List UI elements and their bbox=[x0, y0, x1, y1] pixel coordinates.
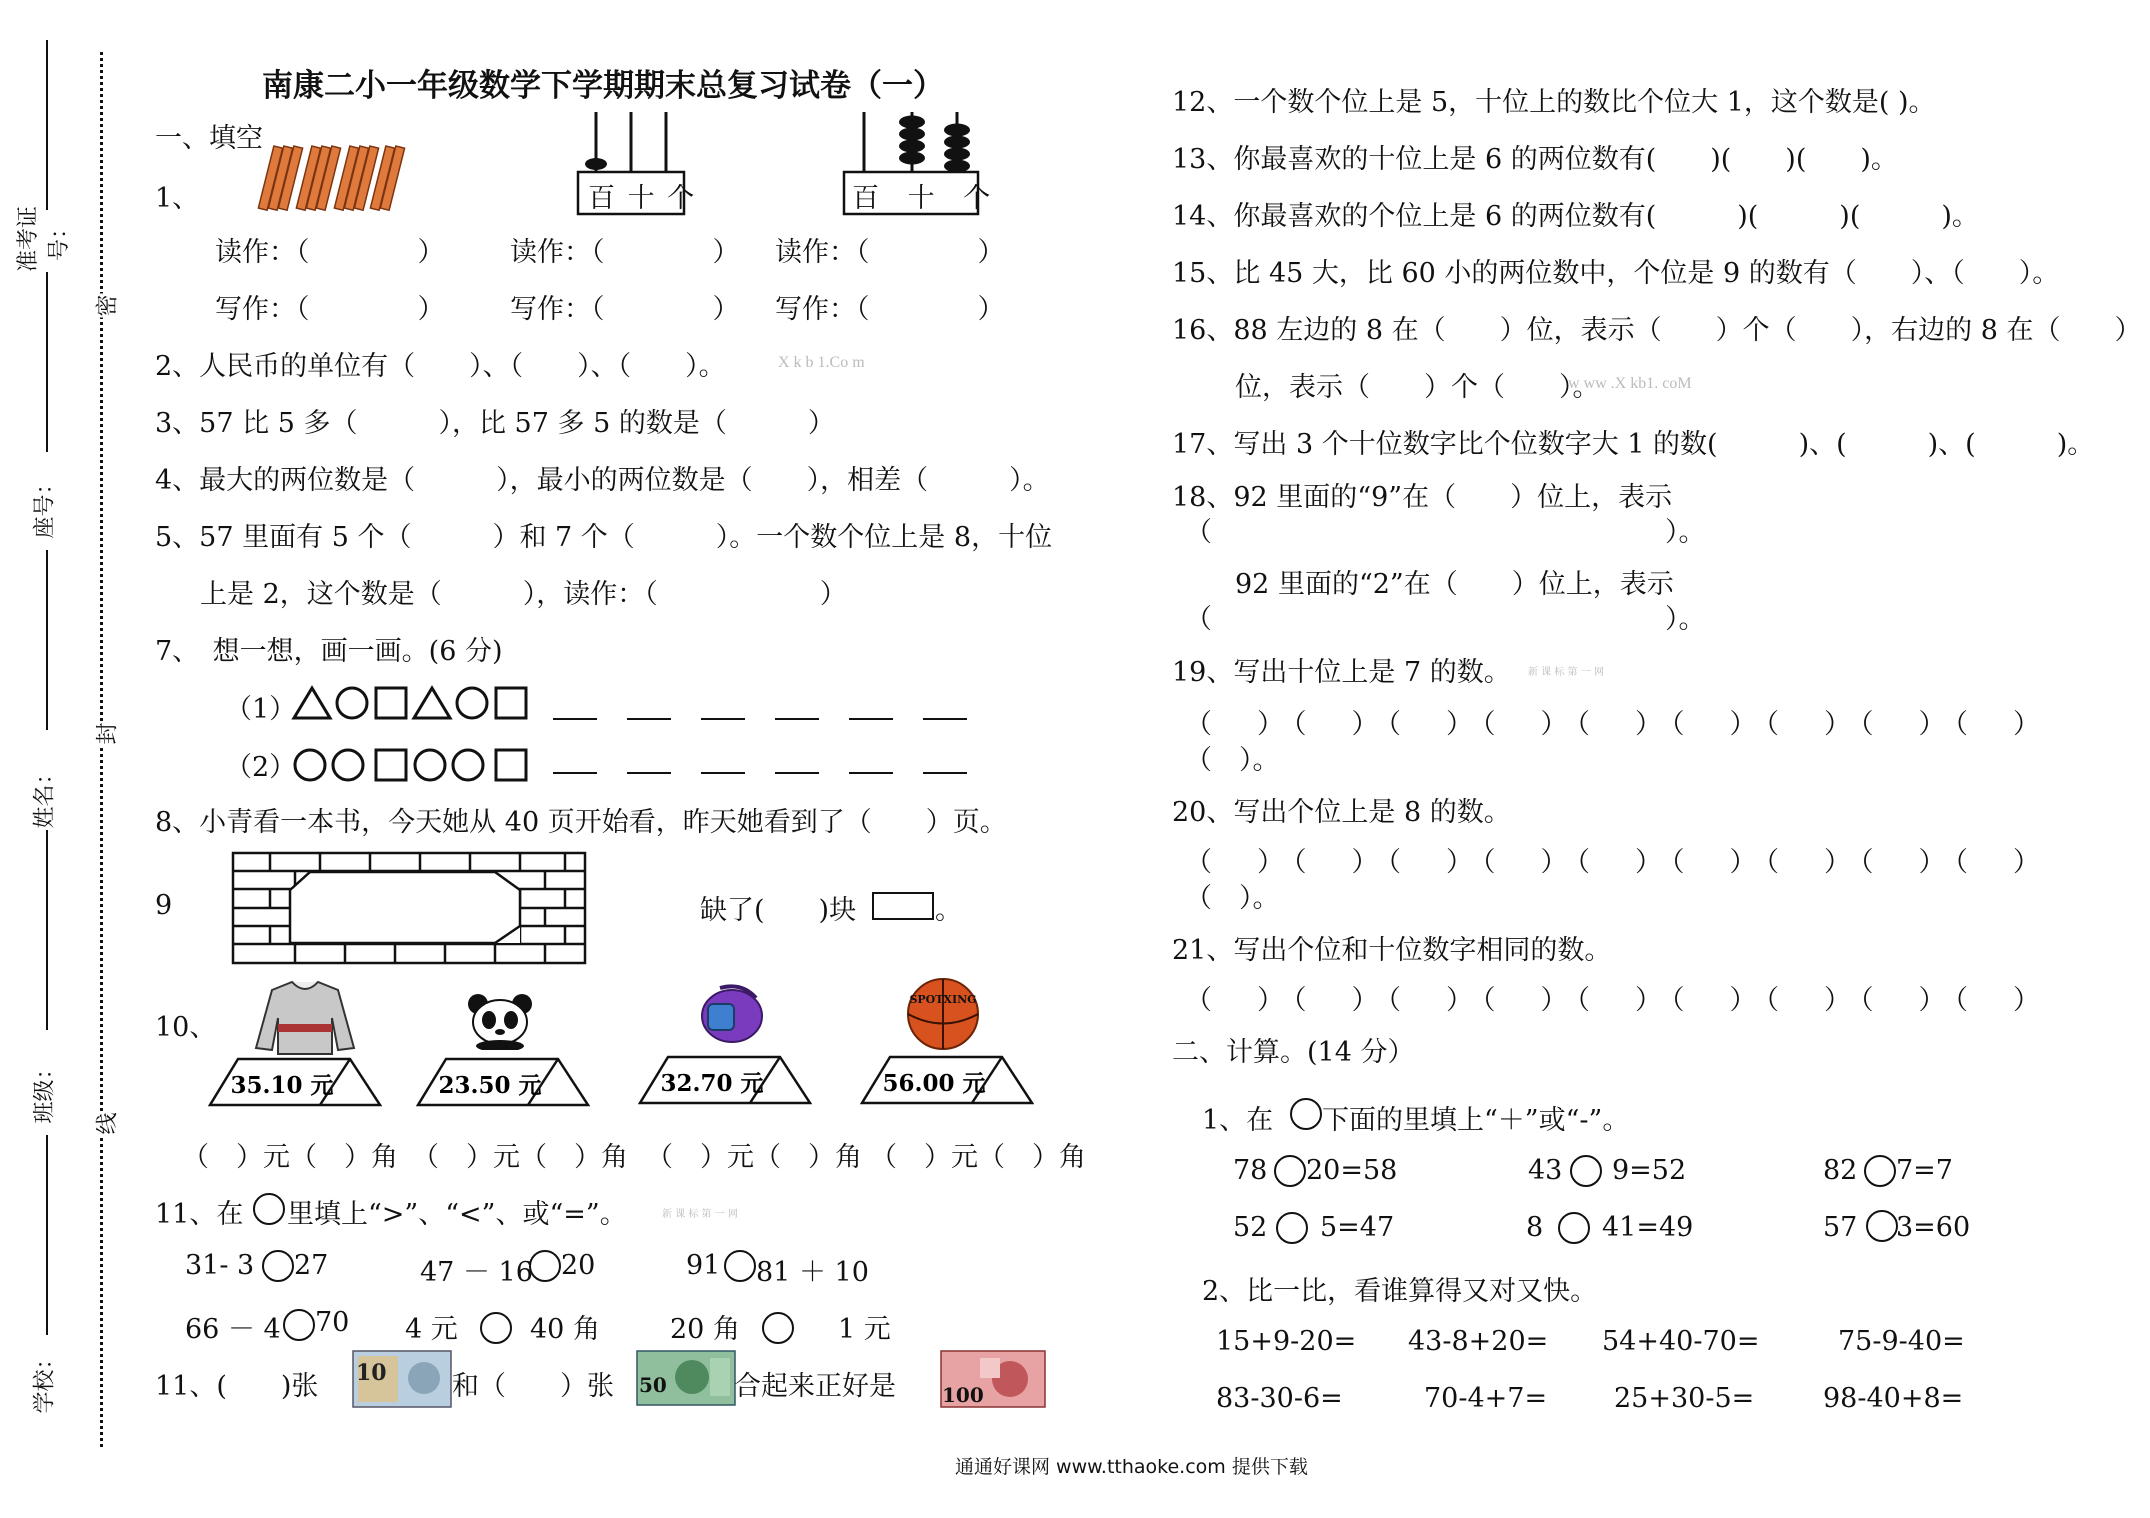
square-icon bbox=[376, 750, 406, 780]
answer-paren-row: （ ）（ ）（ ）（ ）（ ）（ ）（ ）（ ）（ ） bbox=[1185, 709, 2049, 740]
open-paren: （ bbox=[1185, 517, 1212, 548]
write-blank: 写作：（ ） bbox=[775, 294, 1005, 325]
class-label: 班级： bbox=[32, 1057, 58, 1124]
read-blank: 读作：（ ） bbox=[215, 237, 445, 268]
sidebar-line bbox=[46, 272, 48, 452]
exam-id-label: 准考证号： bbox=[16, 206, 72, 273]
answer-blank[interactable] bbox=[627, 772, 671, 774]
shape-pattern-row-1 bbox=[290, 682, 540, 724]
section-heading: 一、填空 bbox=[155, 123, 263, 154]
question-number: 9 bbox=[155, 890, 173, 921]
money-question: 11、( )张 bbox=[155, 1371, 319, 1402]
seal-char: 线 bbox=[91, 1112, 122, 1136]
hundred-yuan-note-icon bbox=[940, 1350, 1046, 1408]
triangle-icon bbox=[414, 688, 450, 718]
watermark: 新 课 标 第 一 网 bbox=[1528, 667, 1604, 678]
read-blank: 读作：（ ） bbox=[510, 237, 740, 268]
compare-circle[interactable] bbox=[480, 1312, 512, 1344]
price-label: 35.10 元 bbox=[230, 1072, 334, 1099]
yuan-jiao-blank: （ ）元（ ）角 bbox=[182, 1142, 398, 1173]
sticks-icon bbox=[250, 140, 410, 220]
sign-circle[interactable] bbox=[1274, 1155, 1306, 1187]
compare-circle[interactable] bbox=[262, 1250, 294, 1282]
yuan-jiao-blank: （ ）元（ ）角 bbox=[646, 1142, 862, 1173]
brick-wall-icon bbox=[230, 850, 590, 968]
question-21: 21、写出个位和十位数字相同的数。 bbox=[1172, 935, 1612, 966]
calc-right: 7=7 bbox=[1896, 1155, 1953, 1186]
compare-right: 70 bbox=[315, 1307, 350, 1338]
answer-blank[interactable] bbox=[923, 772, 967, 774]
calc-question-2: 2、比一比，看谁算得又对又快。 bbox=[1202, 1276, 1598, 1307]
compare-left: 4 元 bbox=[405, 1314, 458, 1345]
circle-icon bbox=[295, 750, 325, 780]
fifty-yuan-note-icon bbox=[636, 1350, 736, 1406]
square-icon bbox=[496, 750, 526, 780]
sign-circle[interactable] bbox=[1558, 1212, 1590, 1244]
basketball-icon bbox=[904, 975, 982, 1053]
section-heading: 二、计算。(14 分） bbox=[1172, 1037, 1415, 1068]
sign-circle[interactable] bbox=[1276, 1212, 1308, 1244]
question-18-part2: 92 里面的“2”在（ ）位上，表示 bbox=[1235, 569, 1674, 600]
sidebar-line bbox=[46, 1135, 48, 1335]
panda-icon bbox=[460, 990, 540, 1050]
answer-blank[interactable] bbox=[923, 718, 967, 720]
compare-left: 66 － 4 bbox=[185, 1314, 281, 1345]
compare-circle[interactable] bbox=[724, 1250, 756, 1282]
circle-icon bbox=[453, 750, 483, 780]
answer-blank[interactable] bbox=[701, 718, 745, 720]
sign-circle[interactable] bbox=[1864, 1155, 1896, 1187]
write-blank: 写作：（ ） bbox=[215, 294, 445, 325]
question-7: 7、 想一想，画一画。(6 分) bbox=[155, 636, 503, 667]
compare-left: 91 bbox=[686, 1250, 721, 1281]
money-question: 和（ ）张 bbox=[452, 1371, 614, 1402]
compare-left: 47 － 16 bbox=[420, 1257, 533, 1288]
question-5-line2: 上是 2，这个数是（ ），读作：（ ） bbox=[200, 579, 847, 610]
calc-right: 41=49 bbox=[1602, 1212, 1694, 1243]
brick-icon bbox=[872, 892, 934, 920]
calc-expression: 70-4+7= bbox=[1424, 1383, 1548, 1414]
answer-blank[interactable] bbox=[701, 772, 745, 774]
answer-blank[interactable] bbox=[627, 718, 671, 720]
yuan-jiao-blank: （ ）元（ ）角 bbox=[870, 1142, 1086, 1173]
question-14: 14、你最喜欢的个位上是 6 的两位数有( )( )( )。 bbox=[1172, 201, 1979, 232]
yuan-jiao-blank: （ ）元（ ）角 bbox=[412, 1142, 628, 1173]
square-icon bbox=[376, 688, 406, 718]
answer-paren-row: （ ）（ ）（ ）（ ）（ ）（ ）（ ）（ ）（ ） bbox=[1185, 847, 2049, 878]
close-paren: ）。 bbox=[1665, 517, 1706, 548]
compare-right: 27 bbox=[294, 1250, 329, 1281]
question-number: 1、 bbox=[155, 183, 200, 214]
abacus-label-hundreds: 百 bbox=[588, 183, 617, 214]
note-value: 100 bbox=[942, 1383, 984, 1407]
note-value: 10 bbox=[356, 1360, 387, 1386]
compare-right: 81 ＋ 10 bbox=[756, 1257, 869, 1288]
note-value: 50 bbox=[639, 1373, 667, 1397]
sign-circle[interactable] bbox=[1570, 1155, 1602, 1187]
compare-left: 20 角 bbox=[670, 1314, 740, 1345]
shape-row-label: （2） bbox=[225, 752, 297, 783]
abacus-label-hundreds: 百 bbox=[852, 183, 889, 214]
answer-blank[interactable] bbox=[553, 718, 597, 720]
calc-left: 43 bbox=[1528, 1155, 1563, 1186]
calc-right: 3=60 bbox=[1896, 1212, 1971, 1243]
ball-brand: SPOTXING bbox=[909, 993, 977, 1006]
sidebar-line bbox=[46, 40, 48, 210]
question-2: 2、人民币的单位有（ ）、（ ）、（ ）。 bbox=[155, 351, 726, 382]
question-8: 8、小青看一本书，今天她从 40 页开始看，昨天她看到了（ ）页。 bbox=[155, 807, 1007, 838]
answer-blank[interactable] bbox=[849, 718, 893, 720]
compare-right: 40 角 bbox=[530, 1314, 600, 1345]
seal-dotted-line bbox=[100, 52, 103, 1447]
backpack-icon bbox=[690, 982, 770, 1052]
question-9-text: 缺了( )块 bbox=[700, 895, 857, 926]
circle-icon bbox=[333, 750, 363, 780]
circle-icon bbox=[337, 688, 367, 718]
answer-blank[interactable] bbox=[553, 772, 597, 774]
calc-expression: 43-8+20= bbox=[1408, 1326, 1549, 1357]
square-icon bbox=[496, 688, 526, 718]
calc-left: 52 bbox=[1233, 1212, 1268, 1243]
question-4: 4、最大的两位数是（ ），最小的两位数是（ ），相差（ ）。 bbox=[155, 465, 1050, 496]
circle-icon bbox=[253, 1193, 285, 1225]
question-12: 12、一个数个位上是 5，十位上的数比个位大 1，这个数是( )。 bbox=[1172, 87, 1936, 118]
circle-icon bbox=[415, 750, 445, 780]
price-tag bbox=[860, 1055, 1034, 1105]
question-13: 13、你最喜欢的十位上是 6 的两位数有( )( )( )。 bbox=[1172, 144, 1898, 175]
question-16: 16、88 左边的 8 在（ ）位，表示（ ）个（ ），右边的 8 在（ ） bbox=[1172, 315, 2142, 346]
calc-right: 9=52 bbox=[1612, 1155, 1687, 1186]
calc-expression: 54+40-70= bbox=[1602, 1326, 1760, 1357]
question-number: 10、 bbox=[155, 1012, 217, 1043]
compare-right: 1 元 bbox=[838, 1314, 891, 1345]
answer-blank[interactable] bbox=[849, 772, 893, 774]
question-18: 18、92 里面的“9”在（ ）位上，表示 bbox=[1172, 482, 1673, 513]
calc-right: 5=47 bbox=[1320, 1212, 1395, 1243]
watermark: 新 课 标 第 一 网 bbox=[662, 1209, 738, 1220]
calc-left: 8 bbox=[1526, 1212, 1544, 1243]
name-label: 姓名： bbox=[32, 762, 58, 829]
circle-icon bbox=[457, 688, 487, 718]
compare-left: 31- 3 bbox=[185, 1250, 255, 1281]
calc-expression: 75-9-40= bbox=[1838, 1326, 1965, 1357]
price-tag bbox=[416, 1057, 590, 1107]
sign-circle[interactable] bbox=[1866, 1210, 1898, 1242]
answer-blank[interactable] bbox=[775, 772, 819, 774]
question-19: 19、写出十位上是 7 的数。 bbox=[1172, 657, 1511, 688]
compare-circle[interactable] bbox=[283, 1309, 315, 1341]
compare-circle[interactable] bbox=[529, 1250, 561, 1282]
page-title: 南康二小一年级数学下学期期末总复习试卷（一） bbox=[262, 68, 944, 104]
compare-right: 20 bbox=[561, 1250, 596, 1281]
sidebar-line bbox=[46, 550, 48, 730]
calc-expression: 83-30-6= bbox=[1216, 1383, 1343, 1414]
calc-left: 82 bbox=[1823, 1155, 1858, 1186]
price-label: 56.00 元 bbox=[882, 1070, 986, 1097]
calc-question-1-text: 下面的里填上“＋”或“-”。 bbox=[1322, 1105, 1630, 1136]
triangle-icon bbox=[294, 688, 330, 718]
abacus-label-ones: 个 bbox=[963, 183, 1001, 214]
question-17: 17、写出 3 个十位数字比个位数字大 1 的数( )、( )、( )。 bbox=[1172, 429, 2095, 460]
school-label: 学校： bbox=[32, 1347, 58, 1414]
shape-row-label: （1） bbox=[225, 694, 297, 725]
question-5: 5、57 里面有 5 个（ ）和 7 个（ ）。一个数个位上是 8，十位 bbox=[155, 522, 1053, 553]
write-blank: 写作：（ ） bbox=[510, 294, 740, 325]
circle-icon bbox=[1290, 1098, 1322, 1130]
seal-char: 封 bbox=[91, 722, 122, 746]
abacus-place-labels bbox=[588, 176, 696, 215]
question-11: 11、在 bbox=[155, 1199, 244, 1230]
answer-paren-tail: （ ）。 bbox=[1185, 745, 1280, 776]
open-paren: （ bbox=[1185, 604, 1212, 635]
close-paren: ）。 bbox=[1665, 604, 1706, 635]
watermark: w ww .X kb1. coM bbox=[1568, 375, 1692, 392]
ten-yuan-note-icon bbox=[352, 1350, 452, 1408]
question-15: 15、比 45 大，比 60 小的两位数中，个位是 9 的数有（ ）、（ ）。 bbox=[1172, 258, 2060, 289]
price-tag bbox=[208, 1057, 382, 1107]
punctuation: 。 bbox=[935, 895, 962, 926]
seal-char: 密 bbox=[91, 294, 122, 318]
shape-pattern-row-2 bbox=[290, 744, 540, 786]
calc-question-1: 1、在 bbox=[1202, 1105, 1274, 1136]
compare-circle[interactable] bbox=[762, 1312, 794, 1344]
price-tag bbox=[638, 1055, 812, 1105]
sweater-icon bbox=[250, 978, 360, 1058]
abacus-label-tens: 十 bbox=[627, 183, 657, 214]
question-20: 20、写出个位上是 8 的数。 bbox=[1172, 797, 1511, 828]
answer-paren-row: （ ）（ ）（ ）（ ）（ ）（ ）（ ）（ ）（ ） bbox=[1185, 985, 2049, 1016]
calc-expression: 25+30-5= bbox=[1614, 1383, 1755, 1414]
abacus-label-ones: 个 bbox=[667, 183, 697, 214]
question-3: 3、57 比 5 多（ ），比 57 多 5 的数是（ ） bbox=[155, 408, 835, 439]
calc-left: 78 bbox=[1233, 1155, 1268, 1186]
calc-expression: 15+9-20= bbox=[1216, 1326, 1357, 1357]
calc-expression: 98-40+8= bbox=[1823, 1383, 1964, 1414]
page-footer: 通通好课网 www.tthaoke.com 提供下载 bbox=[955, 1456, 1308, 1478]
answer-paren-tail: （ ）。 bbox=[1185, 883, 1280, 914]
sidebar-line bbox=[46, 830, 48, 1030]
calc-right: 20=58 bbox=[1306, 1155, 1398, 1186]
price-label: 23.50 元 bbox=[438, 1072, 542, 1099]
seat-label: 座号： bbox=[32, 472, 58, 539]
read-blank: 读作：（ ） bbox=[775, 237, 1005, 268]
abacus-label-tens: 十 bbox=[907, 183, 945, 214]
question-16-line2: 位，表示（ ）个（ ）。 bbox=[1235, 372, 1600, 403]
question-11-text: 里填上“>”、“<”、或“=”。 bbox=[287, 1199, 627, 1230]
price-label: 32.70 元 bbox=[660, 1070, 764, 1097]
calc-left: 57 bbox=[1823, 1212, 1858, 1243]
watermark: X k b 1.Co m bbox=[778, 354, 865, 371]
abacus-place-labels bbox=[852, 176, 1000, 215]
money-question: 合起来正好是 bbox=[734, 1371, 896, 1402]
answer-blank[interactable] bbox=[775, 718, 819, 720]
